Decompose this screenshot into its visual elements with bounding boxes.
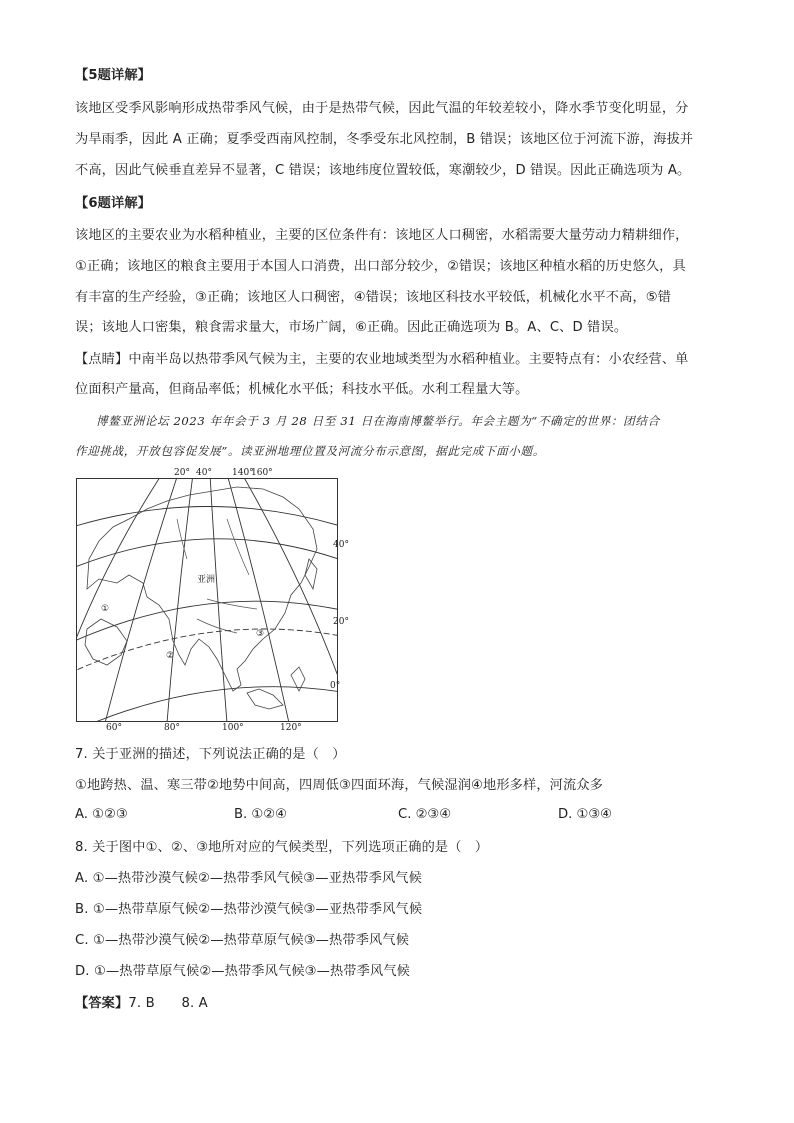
meridian-120-line <box>227 479 289 722</box>
answer-values: 7. B 8. A <box>128 996 208 1011</box>
map-bottom-label: 100° <box>222 723 244 733</box>
map-top-label: 160° <box>251 468 273 478</box>
q8-option-b[interactable]: B. ①—热带草原气候②—热带沙漠气候③—亚热带季风气候 <box>75 902 423 917</box>
q7-option-a[interactable]: A. ①②③ <box>75 807 128 822</box>
map-top-label: 40° <box>196 468 212 478</box>
island-outline <box>247 689 283 709</box>
answer-label: 【答案】 <box>75 996 129 1011</box>
meridian-80-line <box>167 479 193 722</box>
q5-line: 为旱雨季，因此 A 正确；夏季受西南风控制，冬季受东北风控制，B 错误；该地区位于河流下游，海拔并 <box>75 132 694 147</box>
map-bottom-label: 120° <box>280 723 302 733</box>
q6-line: ①正确；该地区的粮食主要用于本国人口消费，出口部分较少，②错误；该地区种植水稻的历史悠久，具 <box>75 259 686 274</box>
q6-line: 有丰富的生产经验，③正确；该地区人口稠密，④错误；该地区科技水平较低，机械化水平不高，⑤错 <box>75 290 672 305</box>
river-line <box>197 619 237 633</box>
q8-option-c[interactable]: C. ①—热带沙漠气候②—热带草原气候③—热带季风气候 <box>75 933 410 948</box>
map-right-label: 40° <box>333 540 349 550</box>
dianjing-line: 【点睛】中南半岛以热带季风气候为主，主要的农业地域类型为水稻种植业。主要特点有：小农经营、单 <box>75 352 689 367</box>
answer-line <box>75 994 208 1013</box>
dianjing-line: 位面积产量高，但商品率低；机械化水平低；科技水平低。水利工程量大等。 <box>75 382 529 397</box>
japan-outline <box>305 559 317 589</box>
map-bottom-label: 60° <box>106 723 122 733</box>
intro-line: 博鳌亚洲论坛 2023 年年会于 3 月 28 日至 31 日在海南博鳌举行。年会主题为“不确定的世界：团结合 <box>96 414 660 428</box>
marker-1: ① <box>101 604 110 614</box>
q6-line: 该地区的主要农业为水稻种植业，主要的区位条件有：该地区人口稠密，水稻需要大量劳动力精耕细作， <box>75 228 689 243</box>
intro-line: 作迎挑战，开放包容促发展”。读亚洲地理位置及河流分布示意图，据此完成下面小题。 <box>75 444 545 458</box>
map-top-label: 20° <box>174 468 190 478</box>
river-line <box>207 599 257 609</box>
q8-option-a[interactable]: A. ①—热带沙漠气候②—热带季风气候③—亚热带季风气候 <box>75 871 422 886</box>
latitude-60-line <box>77 507 338 540</box>
meridian-60-line <box>105 479 178 722</box>
q7-stem: 7. 关于亚洲的描述，下列说法正确的是（ ） <box>75 747 346 762</box>
q7-statements: ①地跨热、温、寒三带②地势中间高，四周低③四面环海，气候湿润④地形多样，河流众多 <box>75 778 604 793</box>
q7-option-d[interactable]: D. ①③④ <box>558 807 613 822</box>
river-line <box>227 519 249 575</box>
q5-line: 不高，因此气候垂直差异不显著，C 错误；该地纬度位置较低，寒潮较少，D 错误。因此正确选项为 A。 <box>75 163 691 178</box>
map-bottom-label: 80° <box>164 723 180 733</box>
q8-stem: 8. 关于图中①、②、③地所对应的气候类型，下列选项正确的是（ ） <box>75 840 489 855</box>
map-right-label: 0° <box>330 681 341 691</box>
q7-option-c[interactable]: C. ②③④ <box>398 807 452 822</box>
marker-2: ② <box>166 651 175 661</box>
q5-heading: 【5题详解】 <box>75 68 152 83</box>
marker-3: ③ <box>256 629 265 639</box>
latitude-0-line <box>77 687 338 722</box>
q7-option-b[interactable]: B. ①②④ <box>234 807 287 822</box>
q5-line: 该地区受季风影响形成热带季风气候，由于是热带气候，因此气温的年较差较小，降水季节变化明显，分 <box>75 101 689 116</box>
q8-option-d[interactable]: D. ①—热带草原气候②—热带季风气候③—热带季风气候 <box>75 964 410 979</box>
q6-line: 误；该地人口密集，粮食需求量大，市场广阔，⑥正确。因此正确选项为 B。A、C、D 错误。 <box>75 320 628 335</box>
map-top-label: 140° <box>232 468 254 478</box>
asia-label: 亚洲 <box>197 575 216 585</box>
q6-heading: 【6题详解】 <box>75 196 152 211</box>
map-right-label: 20° <box>333 617 349 627</box>
